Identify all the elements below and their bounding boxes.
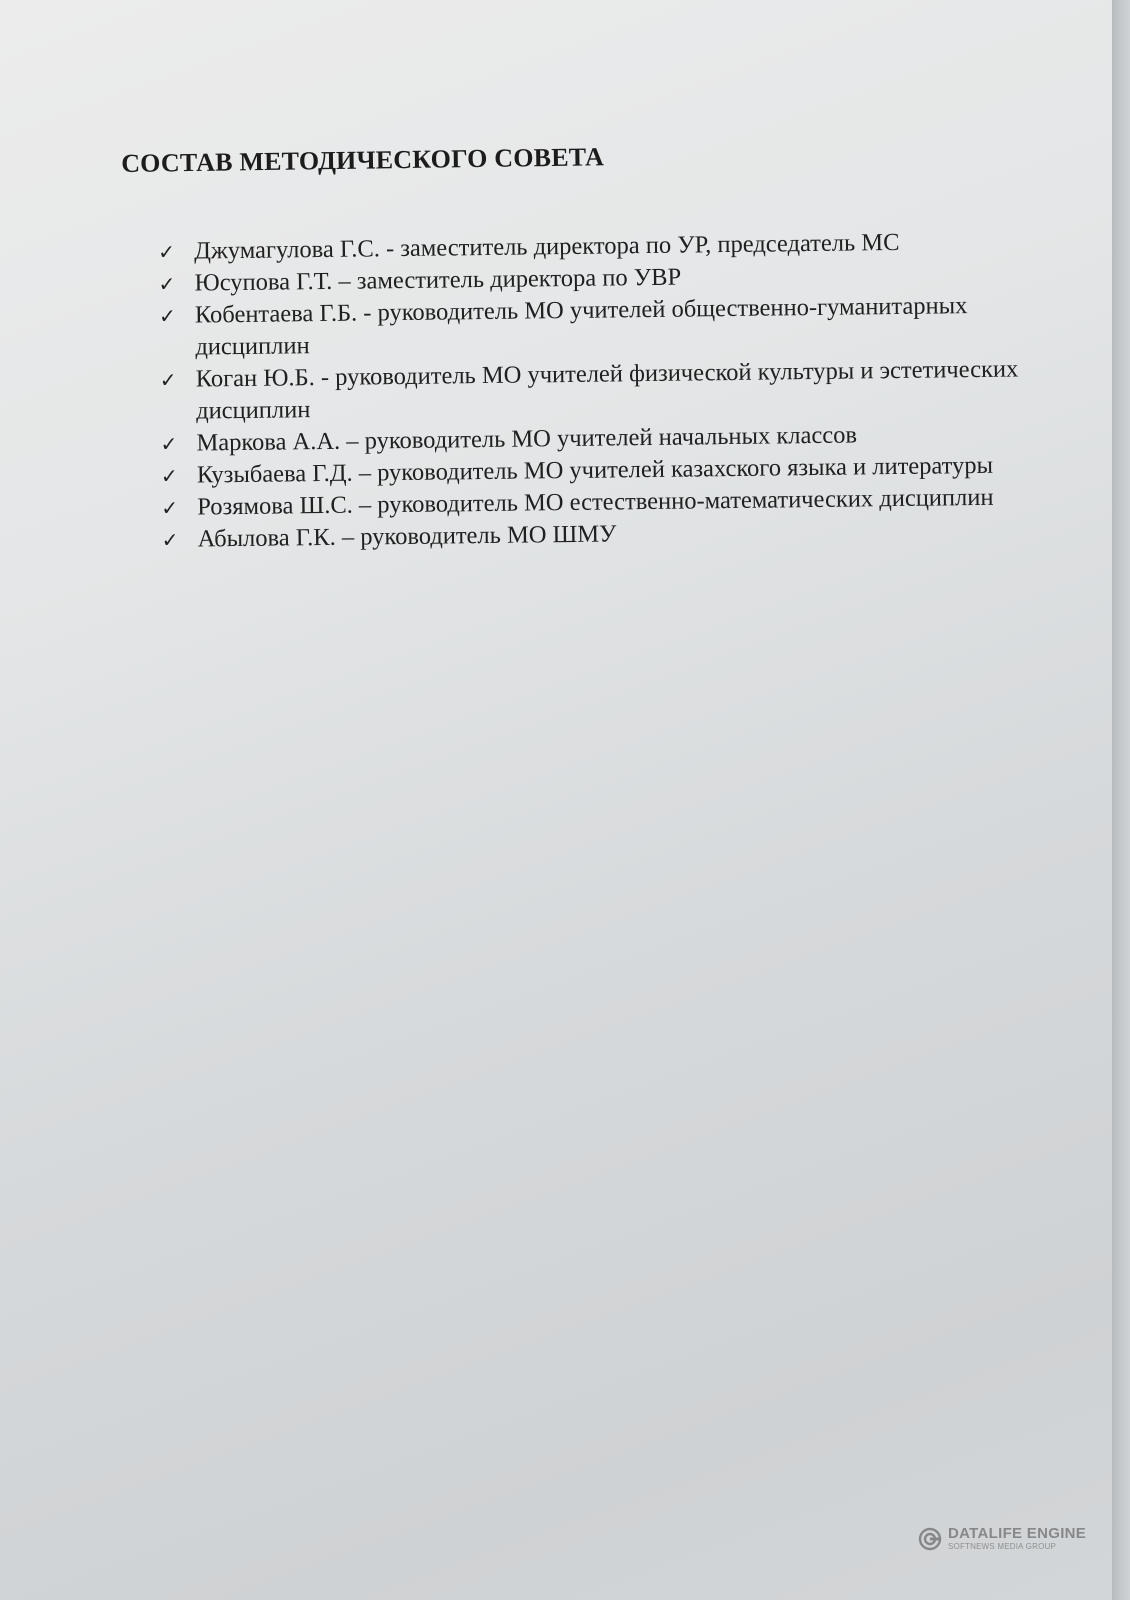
member-text: Юсупова Г.Т. – заместитель директора по УВР [194, 263, 682, 297]
checkmark-icon: ✓ [158, 271, 176, 296]
document-title: СОСТАВ МЕТОДИЧЕСКОГО СОВЕТА [121, 142, 605, 178]
member-text: Джумагулова Г.С. - заместитель директора по УР, председатель МС [194, 228, 900, 265]
checkmark-icon: ✓ [161, 495, 179, 520]
list-item [159, 289, 1040, 364]
member-text: Маркова А.А. – руководитель МО учителей начальных классов [196, 421, 858, 457]
member-text: Коган Ю.Б. - руководитель МО учителей физической культуры и эстетических дисциплин [195, 355, 1019, 425]
checkmark-icon: ✓ [158, 303, 176, 328]
checkmark-icon: ✓ [161, 527, 179, 552]
member-text: Абылова Г.К. – руководитель МО ШМУ [197, 520, 617, 553]
watermark-name: DATALIFE ENGINE [948, 1525, 1087, 1542]
watermark [918, 1526, 1086, 1551]
checkmark-icon: ✓ [160, 431, 178, 456]
checkmark-icon: ✓ [160, 463, 178, 488]
datalife-logo-icon [918, 1527, 942, 1551]
list-item [160, 353, 1041, 428]
checkmark-icon: ✓ [159, 367, 177, 392]
member-text: Розямова Ш.С. – руководитель МО естественно-математических дисциплин [197, 483, 994, 521]
watermark-subtitle: SOFTNEWS MEDIA GROUP [948, 1542, 1057, 1551]
member-text: Кобентаева Г.Б. - руководитель МО учителей общественно-гуманитарных дисциплин [194, 292, 968, 361]
paper-edge-shadow [1112, 0, 1130, 1600]
members-list [158, 225, 1042, 556]
checkmark-icon: ✓ [158, 239, 176, 264]
member-text: Кузыбаева Г.Д. – руководитель МО учителей казахского языка и литературы [196, 451, 994, 489]
